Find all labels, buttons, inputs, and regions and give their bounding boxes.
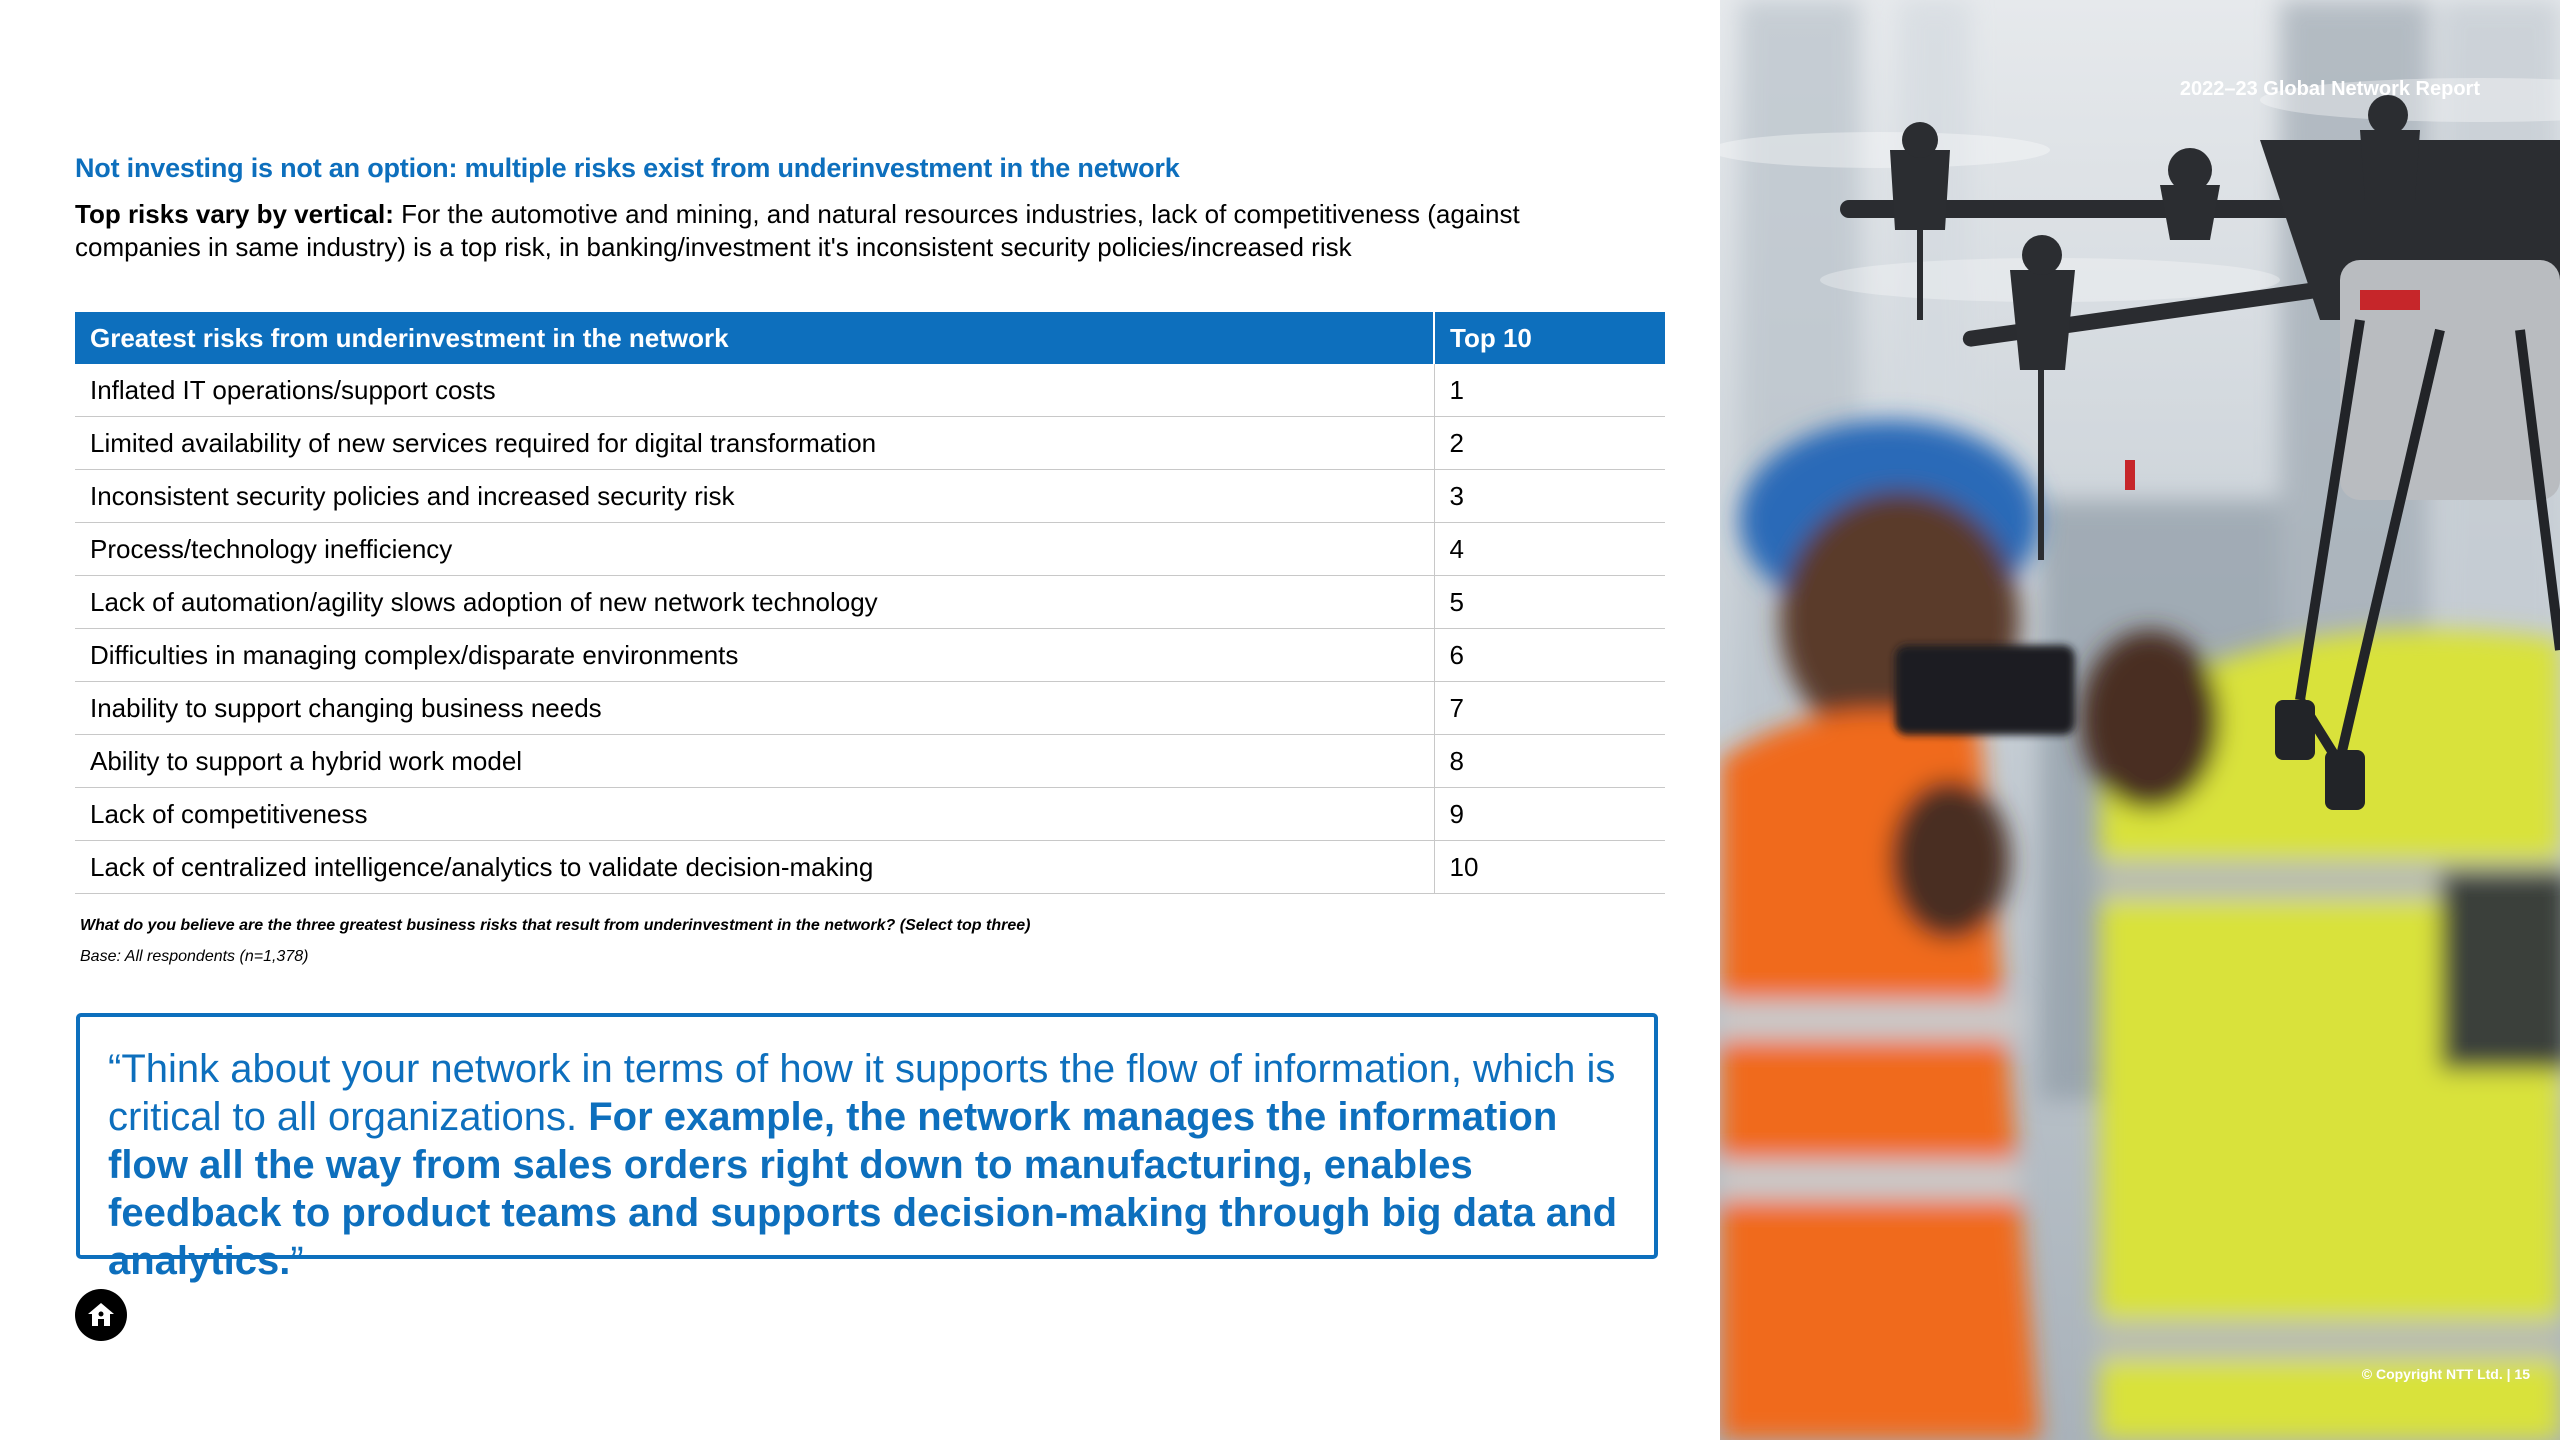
risk-cell: Ability to support a hybrid work model	[75, 735, 1434, 788]
column-header-rank: Top 10	[1434, 312, 1665, 364]
risk-cell: Inflated IT operations/support costs	[75, 364, 1434, 417]
risk-cell: Limited availability of new services required for digital transformation	[75, 417, 1434, 470]
intro-paragraph	[75, 198, 1535, 264]
quote-text	[108, 1045, 1638, 1285]
table-header-row	[75, 312, 1665, 364]
rank-cell: 4	[1434, 523, 1665, 576]
page-heading: Not investing is not an option: multiple risks exist from underinvestment in the network	[75, 153, 1180, 183]
rank-cell: 2	[1434, 417, 1665, 470]
table-row	[75, 364, 1665, 417]
rank-cell: 8	[1434, 735, 1665, 788]
quote-box	[76, 1013, 1658, 1283]
home-button[interactable]	[75, 1289, 127, 1341]
risk-cell: Difficulties in managing complex/disparate environments	[75, 629, 1434, 682]
survey-question: What do you believe are the three greatest business risks that result from underinvestment in the network? (Select top three)	[80, 917, 1031, 934]
intro-text: For the automotive and mining, and natural resources industries, lack of competitiveness (against companies in same industry) is a top risk, in banking/investment it's inconsistent security policies/increased risk	[75, 199, 1520, 262]
rank-cell: 6	[1434, 629, 1665, 682]
home-icon	[85, 1299, 117, 1331]
quote-open: “Think about your network in terms of how it supports the flow of information, which is critical to all organizations.	[108, 1047, 1616, 1139]
risks-table	[75, 312, 1665, 894]
table-row	[75, 417, 1665, 470]
table-row	[75, 788, 1665, 841]
intro-lead: Top risks vary by vertical:	[75, 199, 394, 229]
risk-cell: Process/technology inefficiency	[75, 523, 1434, 576]
risk-cell: Lack of automation/agility slows adoption of new network technology	[75, 576, 1434, 629]
rank-cell: 9	[1434, 788, 1665, 841]
table-row	[75, 629, 1665, 682]
report-title: 2022–23 Global Network Report	[2179, 78, 2480, 100]
column-header-risk: Greatest risks from underinvestment in the network	[75, 312, 1434, 364]
table-row	[75, 682, 1665, 735]
table-row	[75, 841, 1665, 894]
rank-cell: 7	[1434, 682, 1665, 735]
rank-cell: 1	[1434, 364, 1665, 417]
drone-worker-illustration	[1720, 0, 2560, 1440]
rank-cell: 5	[1434, 576, 1665, 629]
rank-cell: 3	[1434, 470, 1665, 523]
risk-cell: Lack of competitiveness	[75, 788, 1434, 841]
quote-bold: For example, the network manages the information flow all the way from sales orders right down to manufacturing, enables feedback to product teams and supports decision-making through big data and analytics.	[108, 1095, 1618, 1283]
table-row	[75, 523, 1665, 576]
risk-cell: Inconsistent security policies and increased security risk	[75, 470, 1434, 523]
rank-cell: 10	[1434, 841, 1665, 894]
table-row	[75, 735, 1665, 788]
table-row	[75, 576, 1665, 629]
survey-base: Base: All respondents (n=1,378)	[80, 948, 309, 965]
copyright-footer: © Copyright NTT Ltd. | 15	[2361, 1366, 2530, 1382]
hero-photo	[1720, 0, 2560, 1440]
table-row	[75, 470, 1665, 523]
risk-cell: Lack of centralized intelligence/analytics to validate decision-making	[75, 841, 1434, 894]
quote-close: ”	[290, 1239, 304, 1283]
risk-cell: Inability to support changing business needs	[75, 682, 1434, 735]
